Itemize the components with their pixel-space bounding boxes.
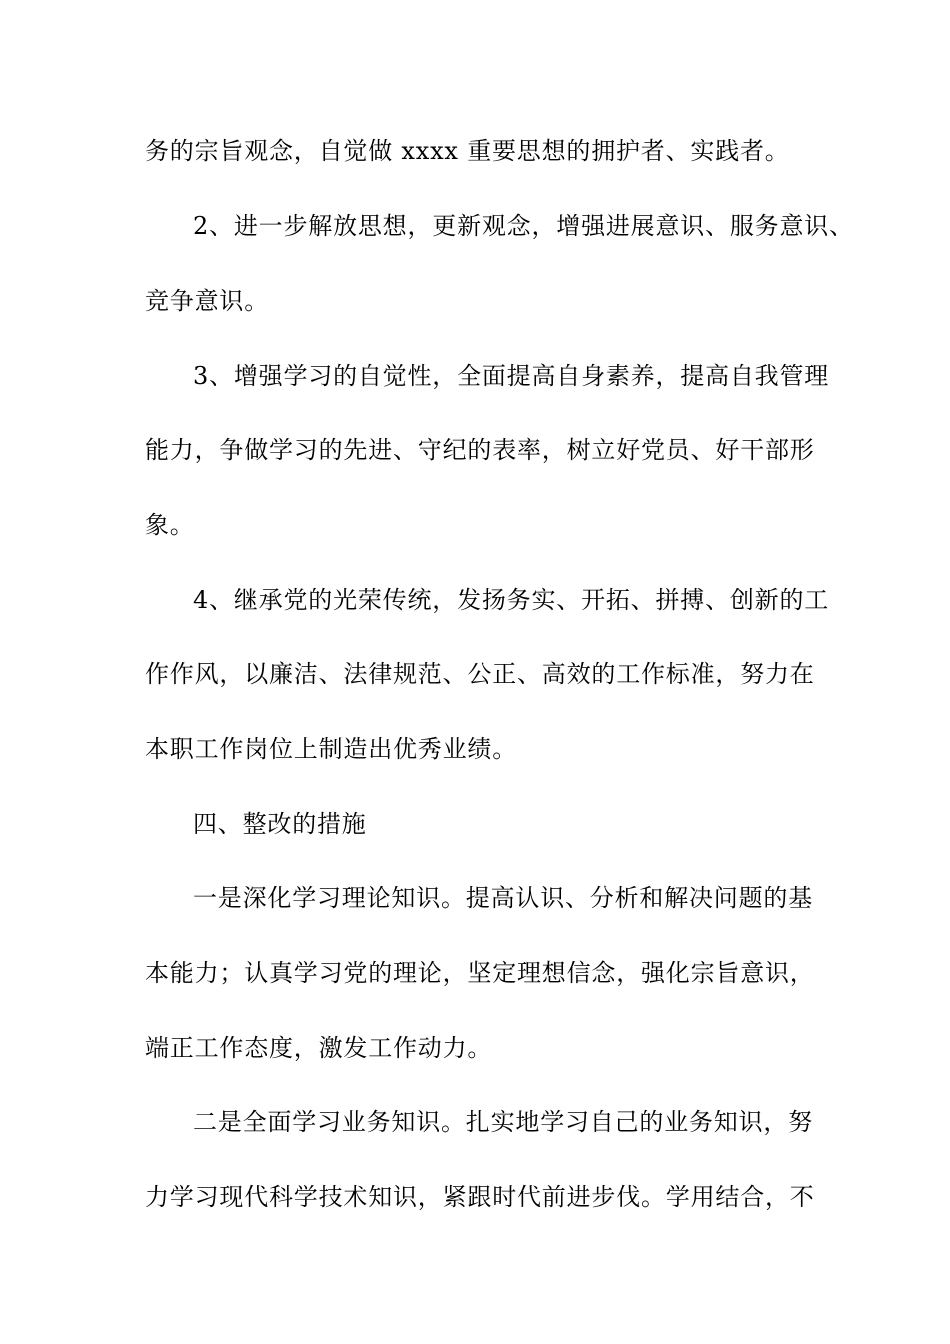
text-line-14: 二是全面学习业务知识。扎实地学习自己的业务知识，努 (193, 1108, 813, 1136)
text-line-5: 能力，争做学习的先进、守纪的表率，树立好党员、好干部形 (145, 436, 815, 464)
text-line-9: 本职工作岗位上制造出优秀业绩。 (145, 735, 517, 763)
section-heading: 四、整改的措施 (193, 810, 367, 838)
text-line-6: 象。 (145, 511, 195, 539)
text-line-7: 4、继承党的光荣传统，发扬务实、开拓、拼搏、创新的工 (193, 586, 830, 614)
text-line-4: 3、增强学习的自觉性，全面提高自身素养，提高自我管理 (193, 362, 830, 390)
text-line-3: 竞争意识。 (145, 287, 269, 315)
text-line-8: 作作风，以廉洁、法律规范、公正、高效的工作标准，努力在 (145, 660, 815, 688)
text-line-12: 本能力；认真学习党的理论，坚定理想信念，强化宗旨意识， (145, 959, 815, 987)
text-line-15: 力学习现代科学技术知识，紧跟时代前进步伐。学用结合，不 (145, 1183, 815, 1211)
text-line-1: 务的宗旨观念，自觉做 xxxx 重要思想的拥护者、实践者。 (145, 137, 790, 165)
text-line-11: 一是深化学习理论知识。提高认识、分析和解决问题的基 (193, 884, 813, 912)
text-line-13: 端正工作态度，激发工作动力。 (145, 1034, 493, 1062)
text-line-2: 2、进一步解放思想，更新观念，增强进展意识、服务意识、 (193, 212, 854, 240)
